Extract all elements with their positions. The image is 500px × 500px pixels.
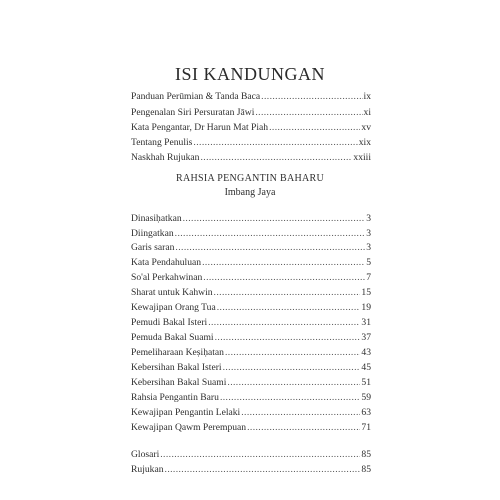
toc-entry-label: Pengenalan Siri Persuratan Jāwi <box>131 107 255 118</box>
toc-entry-page: 37 <box>361 332 371 343</box>
toc-entry-label: Tentang Penulis <box>131 137 193 148</box>
toc-entry <box>131 332 371 346</box>
toc-entry-label: Kebersihan Bakal Isteri <box>131 362 222 373</box>
toc-entry <box>131 449 371 463</box>
toc-entry-label: Kebersihan Bakal Suami <box>131 377 227 388</box>
toc-entry-label: Kewajipan Pengantin Lelaki <box>131 407 241 418</box>
dot-leader <box>183 213 366 224</box>
toc-entry <box>131 422 371 436</box>
toc-entry-label: Rujukan <box>131 464 164 475</box>
dot-leader <box>200 152 352 163</box>
dot-leader <box>203 272 365 283</box>
toc-entry-label: Kata Pendahuluan <box>131 257 202 268</box>
toc-entry-page: 19 <box>361 302 371 313</box>
toc-entry <box>131 302 371 316</box>
toc-entry <box>131 137 371 151</box>
toc-entry-label: Pemeliharaan Keṣiḥatan <box>131 347 224 358</box>
toc-entry-page: 3 <box>366 213 371 224</box>
toc-entry-page: 3 <box>366 228 371 239</box>
toc-entry-page: xxiii <box>353 152 371 163</box>
dot-leader <box>227 377 360 388</box>
toc-entry <box>131 317 371 331</box>
toc-entry <box>131 464 371 478</box>
toc-entry-page: xi <box>363 107 371 118</box>
dot-leader <box>193 137 357 148</box>
toc-entry <box>131 272 371 286</box>
toc-entry <box>131 257 371 271</box>
toc-entry-page: 59 <box>361 392 371 403</box>
toc-entry-page: xv <box>361 122 371 133</box>
dot-leader <box>175 228 366 239</box>
toc-entry-page: 71 <box>361 422 371 433</box>
toc-entry-page: ix <box>363 91 371 102</box>
toc-entry-label: Dinasiḥatkan <box>131 213 182 224</box>
toc-entry-page: xix <box>358 137 371 148</box>
toc-entry <box>131 287 371 301</box>
dot-leader <box>269 122 360 133</box>
toc-entry <box>131 122 371 136</box>
toc-entry-page: 3 <box>366 242 371 253</box>
dot-leader <box>220 392 360 403</box>
toc-entry-label: Kewajipan Qawm Perempuan <box>131 422 247 433</box>
toc-entry-label: Diingatkan <box>131 228 174 239</box>
toc-entry-label: Pemudi Bakal Isteri <box>131 317 208 328</box>
dot-leader <box>215 332 361 343</box>
toc-entry <box>131 213 371 227</box>
toc-entry-label: Rahsia Pengantin Baru <box>131 392 219 403</box>
toc-entry-label: Panduan Perūmian & Tanda Baca <box>131 91 261 102</box>
dot-leader <box>202 257 365 268</box>
section-title: RAHSIA PENGANTIN BAHARU <box>175 173 325 184</box>
toc-entry <box>131 407 371 421</box>
toc-entry-label: So'al Perkahwinan <box>131 272 203 283</box>
toc-entry <box>131 377 371 391</box>
toc-entry-page: 7 <box>366 272 371 283</box>
section-author: Imbang Jaya <box>224 187 276 198</box>
toc-entry-page: 63 <box>361 407 371 418</box>
toc-entry-page: 85 <box>361 449 371 460</box>
toc-entry <box>131 107 371 121</box>
toc-entry-label: Garis saran <box>131 242 175 253</box>
toc-entry-label: Sharat untuk Kahwin <box>131 287 213 298</box>
toc-entry <box>131 242 371 256</box>
dot-leader <box>223 362 361 373</box>
toc-entry-page: 85 <box>361 464 371 475</box>
toc-entry <box>131 347 371 361</box>
toc-entry <box>131 392 371 406</box>
toc-entry-page: 15 <box>361 287 371 298</box>
toc-entry-page: 31 <box>361 317 371 328</box>
toc-entry-page: 43 <box>361 347 371 358</box>
toc-entry-label: Kata Pengantar, Dr Harun Mat Piah <box>131 122 269 133</box>
toc-entry-label: Naskhah Rujukan <box>131 152 200 163</box>
toc-entry-page: 5 <box>366 257 371 268</box>
dot-leader <box>208 317 360 328</box>
toc-entry-label: Pemuda Bakal Suami <box>131 332 214 343</box>
dot-leader <box>255 107 362 118</box>
dot-leader <box>261 91 362 102</box>
toc-entry-page: 51 <box>361 377 371 388</box>
dot-leader <box>214 287 361 298</box>
toc-entry <box>131 362 371 376</box>
dot-leader <box>225 347 360 358</box>
toc-entry <box>131 152 371 166</box>
dot-leader <box>247 422 360 433</box>
toc-entry-label: Glosari <box>131 449 160 460</box>
toc-entry-page: 45 <box>361 362 371 373</box>
dot-leader <box>165 464 361 475</box>
dot-leader <box>160 449 360 460</box>
toc-entry <box>131 228 371 242</box>
dot-leader <box>175 242 365 253</box>
dot-leader <box>241 407 360 418</box>
toc-entry <box>131 91 371 105</box>
dot-leader <box>217 302 361 313</box>
toc-title: ISI KANDUNGAN <box>175 64 325 84</box>
toc-entry-label: Kewajipan Orang Tua <box>131 302 216 313</box>
